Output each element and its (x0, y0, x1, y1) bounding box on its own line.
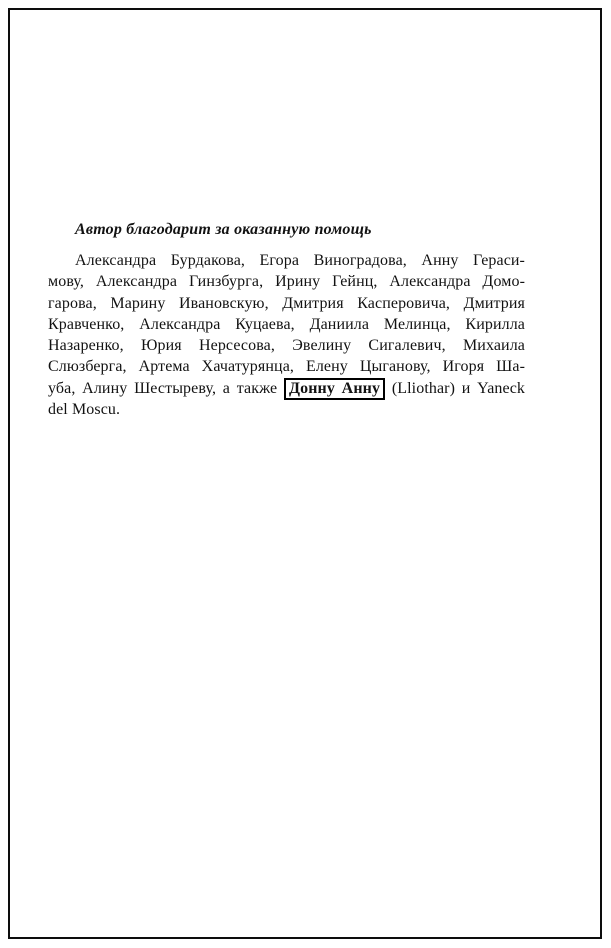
paragraph-line: Слюзберга, Артема Хачатурянца, Елену Цыганову, Игоря Ша- (48, 358, 525, 376)
page-border-frame (8, 8, 602, 939)
paragraph-line: Александра Бурдакова, Егора Виноградова, Анну Гераси- (75, 252, 525, 269)
line-text-before-link: уба, Алину Шестыреву, а также (48, 379, 278, 397)
paragraph-line: гарова, Марину Ивановскую, Дмитрия Касперовича, Дмитрия (48, 294, 525, 312)
paragraph-last-line: del Moscu. (48, 401, 121, 419)
paragraph-line: Кравченко, Александра Куцаева, Даниила Мелинца, Кирилла (48, 315, 525, 333)
acknowledgments-heading: Автор благодарит за оказанную помощь (75, 221, 372, 238)
paragraph-line: Назаренко, Юрия Нерсесова, Эвелину Сигалевич, Михаила (48, 337, 525, 355)
acknowledgments-section (48, 219, 525, 420)
acknowledgments-paragraph (48, 250, 525, 420)
paragraph-line: мову, Александра Гинзбурга, Ирину Гейнц, Александра Домо- (48, 273, 525, 291)
donna-anna-link-box[interactable]: Донну Анну (284, 378, 385, 400)
line-text-after-link: (Lliothar) и Yaneck (391, 379, 526, 397)
paragraph-line-with-link (48, 378, 525, 399)
